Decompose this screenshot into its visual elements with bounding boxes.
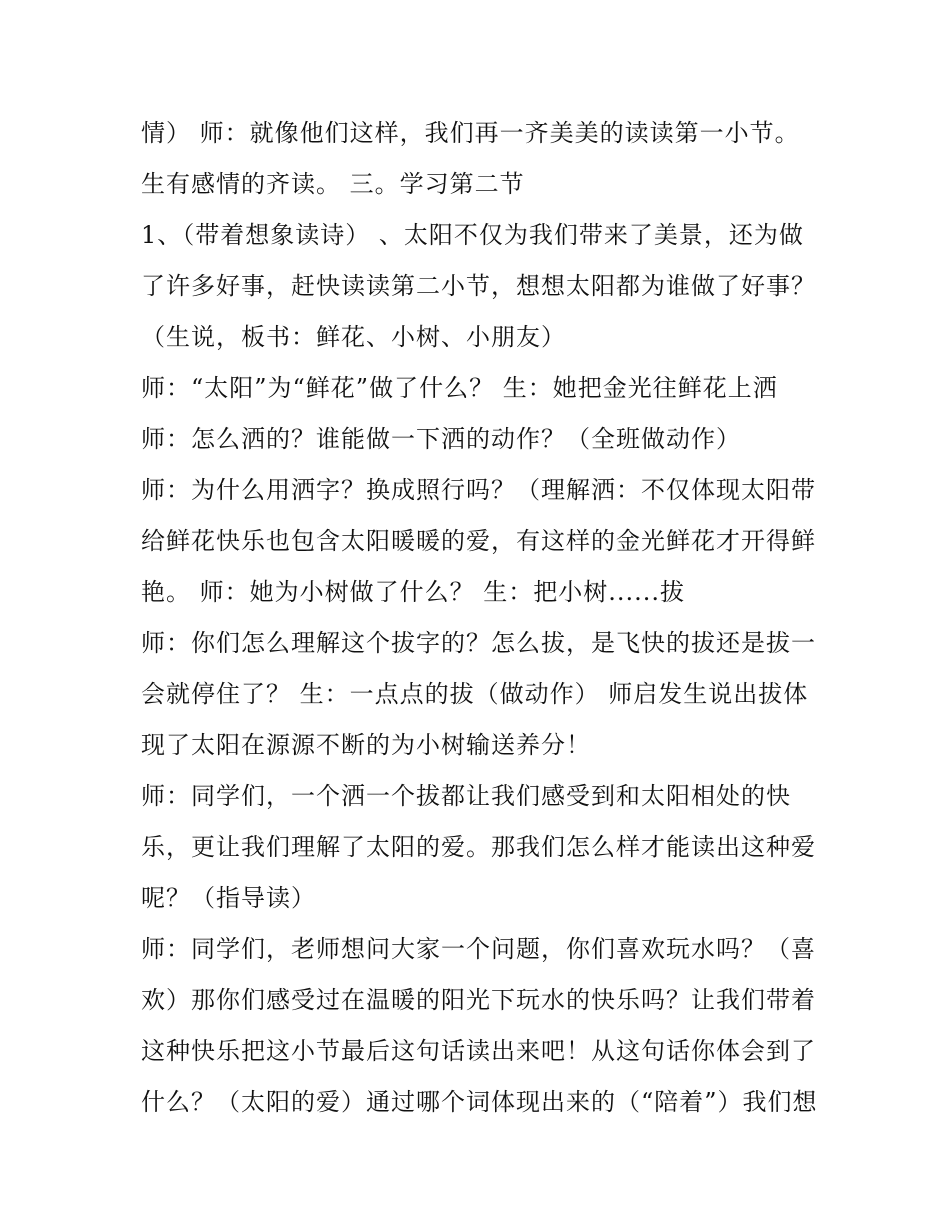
text-line: 欢）那你们感受过在温暖的阳光下玩水的快乐吗？让我们带着 bbox=[141, 986, 816, 1014]
text-line: 师：为什么用洒字？换成照行吗？（理解洒：不仅体现太阳带 bbox=[141, 476, 816, 504]
text-line: （生说，板书：鲜花、小树、小朋友） bbox=[141, 323, 566, 351]
text-line: 师：“太阳”为“鲜花”做了什么？ 生：她把金光往鲜花上洒 bbox=[141, 374, 778, 402]
text-line: 师：同学们，老师想问大家一个问题，你们喜欢玩水吗？（喜 bbox=[141, 935, 816, 963]
text-line: 会就停住了？ 生：一点点的拔（做动作） 师启发生说出拔体 bbox=[141, 680, 809, 708]
text-line: 1、（带着想象读诗） 、太阳不仅为我们带来了美景，还为做 bbox=[141, 221, 804, 249]
text-line: 给鲜花快乐也包含太阳暖暖的爱，有这样的金光鲜花才开得鲜 bbox=[141, 527, 816, 555]
text-line: 生有感情的齐读。 三。学习第二节 bbox=[141, 170, 525, 198]
text-line: 师：你们怎么理解这个拔字的？怎么拔，是飞快的拔还是拔一 bbox=[141, 629, 816, 657]
text-line: 现了太阳在源源不断的为小树输送养分！ bbox=[141, 731, 591, 759]
text-line: 乐，更让我们理解了太阳的爱。那我们怎么样才能读出这种爱 bbox=[141, 833, 816, 861]
text-line: 这种快乐把这小节最后这句话读出来吧！从这句话你体会到了 bbox=[141, 1037, 816, 1065]
text-line: 呢？（指导读） bbox=[141, 884, 316, 912]
text-line: 了许多好事，赶快读读第二小节，想想太阳都为谁做了好事？ bbox=[141, 272, 816, 300]
text-line: 情） 师：就像他们这样，我们再一齐美美的读读第一小节。 bbox=[141, 119, 800, 147]
text-line: 艳。 师：她为小树做了什么？ 生：把小树......拔 bbox=[141, 578, 686, 606]
text-line: 什么？（太阳的爱）通过哪个词体现出来的（“陪着”）我们想 bbox=[141, 1088, 818, 1116]
text-line: 师：同学们，一个洒一个拔都让我们感受到和太阳相处的快 bbox=[141, 782, 791, 810]
text-line: 师：怎么洒的？谁能做一下洒的动作？（全班做动作） bbox=[141, 425, 741, 453]
text-body bbox=[141, 108, 841, 1128]
